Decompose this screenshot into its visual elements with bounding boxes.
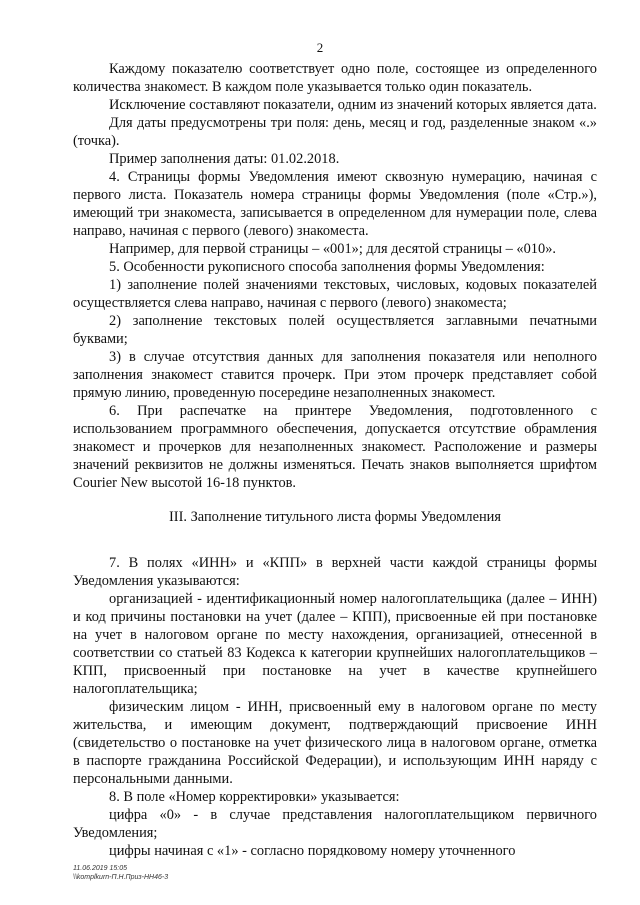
paragraph: Исключение составляют показатели, одним из значений которых является дата. — [109, 97, 597, 113]
paragraph: 1) заполнение полей значениями текстовых, числовых, кодовых показателей осуществляется слева направо, начиная с первого (левого) знакоместа; — [73, 277, 597, 311]
page-number: 2 — [316, 40, 324, 55]
paragraph: 6. При распечатке на принтере Уведомления, подготовленного с использованием программного обеспечения, допускается отсутствие обрамления знакомест и прочерков для незаполненных знакомест. Расположение и размеры значений реквизитов не должны изменяться. Печать знаков выполняется шрифтом Courier New высотой 16-18 пунктов. — [73, 403, 597, 491]
paragraph: Пример заполнения даты: 01.02.2018. — [109, 151, 340, 167]
paragraph: Для даты предусмотрены три поля: день, месяц и год, разделенные знаком «.» (точка). — [73, 115, 597, 149]
paragraph: 7. В полях «ИНН» и «КПП» в верхней части каждой страницы формы Уведомления указываются: — [73, 555, 597, 589]
paragraph: Например, для первой страницы – «001»; для десятой страницы – «010». — [109, 241, 556, 257]
paragraph: 5. Особенности рукописного способа заполнения формы Уведомления: — [109, 259, 545, 275]
paragraph: цифры начиная с «1» - согласно порядковому номеру уточненного — [109, 843, 516, 859]
paragraph: 2) заполнение текстовых полей осуществляется заглавными печатными буквами; — [73, 313, 597, 347]
footer-timestamp: 11.06.2019 15:05 — [73, 865, 127, 872]
footer-stamp — [73, 864, 168, 882]
paragraph: физическим лицом - ИНН, присвоенный ему в налоговом органе по месту жительства, и имеющим документ, подтверждающий присвоение ИНН (свидетельство о постановке на учет физического лица в налоговом органе, отметка в паспорте гражданина Российской Федерации), и использующим ИНН наряду с персональными данными. — [73, 699, 597, 787]
paragraph: Каждому показателю соответствует одно поле, состоящее из определенного количества знакомест. В каждом поле указывается только один показатель. — [73, 61, 597, 95]
document-body — [73, 60, 597, 860]
paragraph: 8. В поле «Номер корректировки» указывается: — [109, 789, 400, 805]
footer-file-path: \\komplkurn-П.Н.Приз-НН46-3 — [73, 874, 169, 881]
section-heading: III. Заполнение титульного листа формы Уведомления — [169, 509, 501, 525]
paragraph: организацией - идентификационный номер налогоплательщика (далее – ИНН) и код причины постановки на учет (далее – КПП), присвоенные ей при постановке на учет в налоговом органе по месту нахождения, организацией, отнесенной в соответствии со статьей 83 Кодекса к категории крупнейших налогоплательщиков – КПП, присвоенный при постановке на учет в качестве крупнейшего налогоплательщика; — [73, 591, 597, 697]
paragraph: 4. Страницы формы Уведомления имеют сквозную нумерацию, начиная с первого листа. Показатель номера страницы формы Уведомления (поле «Стр.»), имеющий три знакоместа, записывается в определенном для нумерации поле, слева направо, начиная с первого (левого) знакоместа. — [73, 169, 597, 239]
paragraph: цифра «0» - в случае представления налогоплательщиком первичного Уведомления; — [73, 807, 597, 841]
paragraph: 3) в случае отсутствия данных для заполнения показателя или неполного заполнения знакомест ставится прочерк. При этом прочерк представляет собой прямую линию, проведенную посередине незаполненных знакомест. — [73, 349, 597, 401]
